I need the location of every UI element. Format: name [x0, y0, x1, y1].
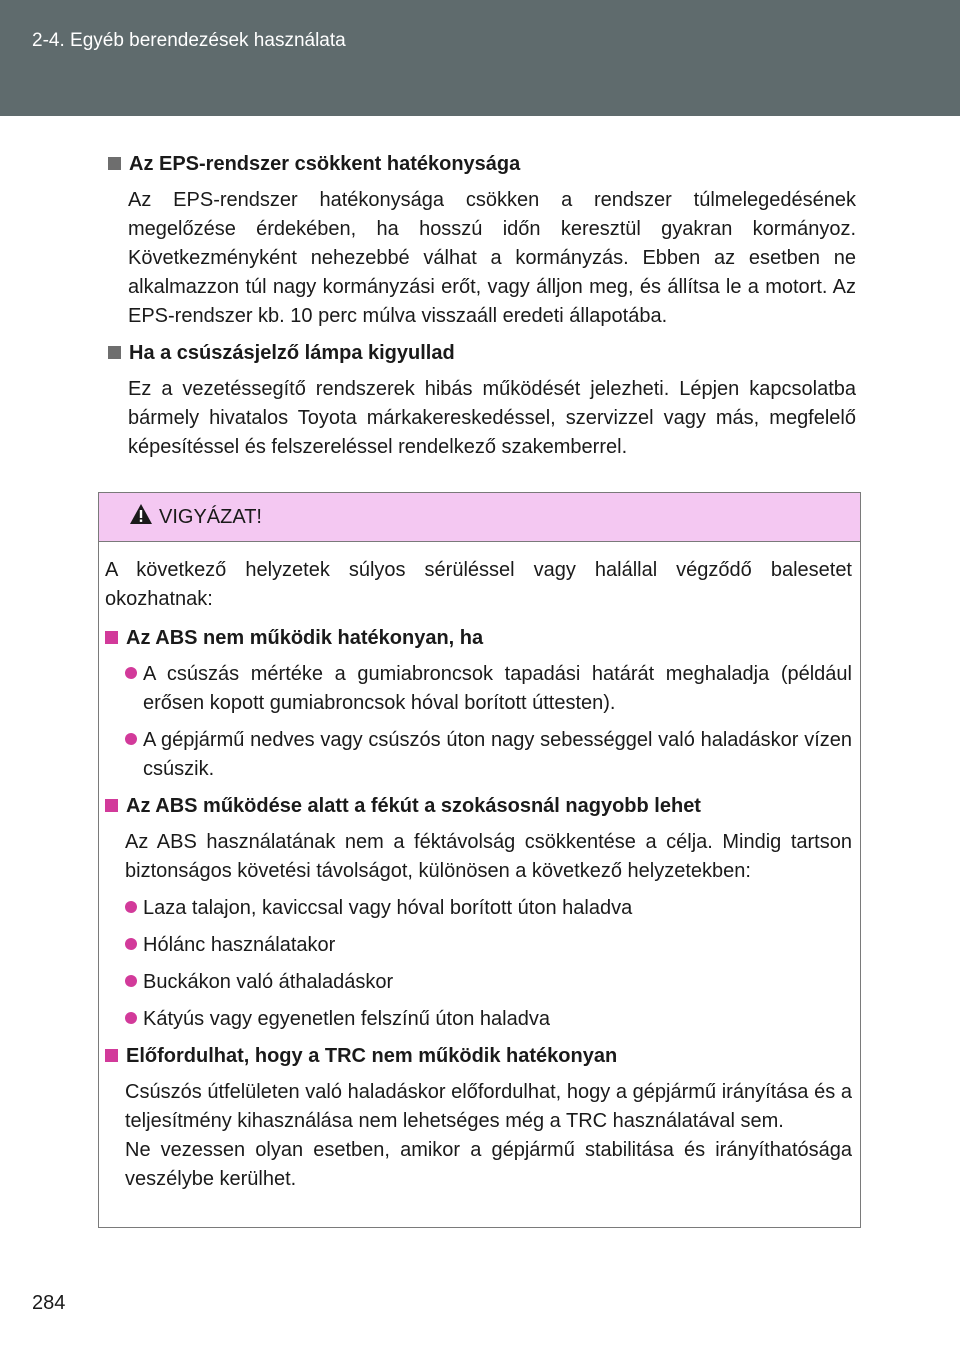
list-item: A gépjármű nedves vagy csúszós úton nagy sebességgel való haladáskor vízen csúszik. [125, 726, 852, 784]
list-item: Hólánc használatakor [125, 931, 852, 960]
bullet-dot-icon [125, 938, 137, 950]
bullet-dot-icon [125, 901, 137, 913]
warning-heading: Előfordulhat, hogy a TRC nem működik hatékonyan [105, 1042, 852, 1070]
paragraph: Ez a vezetéssegítő rendszerek hibás működését jelezheti. Lépjen kapcsolatba bármely hivatalos Toyota márkakereskedéssel, szervizzel vagy más, megfelelő képesítéssel és felszereléssel rendelkező szakemberrel. [128, 378, 856, 458]
paragraph: Csúszós útfelületen való haladáskor előfordulhat, hogy a gépjármű irányítása és a teljesítmény kihasználása nem lehetséges még a TRC használatával sem. Ne vezessen olyan esetben, amikor a gépjármű stabilitása és irányíthatósága veszélybe kerülhet. [125, 1081, 852, 1190]
list-item: Kátyús vagy egyenetlen felszínű úton haladva [125, 1005, 852, 1034]
section-heading: Ha a csúszásjelző lámpa kigyullad [108, 339, 856, 367]
warning-triangle-icon [129, 503, 153, 525]
warning-intro: A következő helyzetek súlyos sérüléssel vagy halállal végződő balesetet okozhatnak: [105, 559, 852, 610]
list-item: Buckákon való áthaladáskor [125, 968, 852, 997]
bullet-dot-icon [125, 733, 137, 745]
paragraph: Az ABS használatának nem a féktávolság csökkentése a célja. Mindig tartson biztonságos követési távolságot, különösen a következő helyzetekben: [125, 831, 852, 882]
warning-header [99, 493, 860, 542]
main-content [108, 150, 856, 470]
list-item: A csúszás mértéke a gumiabroncsok tapadási határát meghaladja (például erősen kopott gumiabroncsok hóval borított úttesten). [125, 660, 852, 718]
section-heading: Az EPS-rendszer csökkent hatékonysága [108, 150, 856, 178]
page-header [0, 0, 960, 116]
paragraph: Az EPS-rendszer hatékonysága csökken a rendszer túlmelegedésének megelőzése érdekében, ha hosszú időn keresztül gyakran kormányoz. Következményként nehezebbé válhat a kormányzás. Ebben az esetben ne alkalmazzon túl nagy kormányzási erőt, vagy álljon meg, és állítsa le a motort. Az EPS-rendszer kb. 10 perc múlva visszaáll eredeti állapotába. [128, 189, 856, 327]
warning-body [99, 542, 860, 1194]
square-bullet-icon [105, 631, 118, 644]
bullet-dot-icon [125, 975, 137, 987]
warning-heading: Az ABS nem működik hatékonyan, ha [105, 624, 852, 652]
square-bullet-icon [108, 346, 121, 359]
bullet-dot-icon [125, 667, 137, 679]
section-title: 2-4. Egyéb berendezések használata [32, 30, 346, 51]
warning-heading: Az ABS működése alatt a fékút a szokásosnál nagyobb lehet [105, 792, 852, 820]
bullet-dot-icon [125, 1012, 137, 1024]
page-number: 284 [32, 1292, 66, 1314]
square-bullet-icon [105, 1049, 118, 1062]
list-item: Laza talajon, kaviccsal vagy hóval borított úton haladva [125, 894, 852, 923]
square-bullet-icon [108, 157, 121, 170]
square-bullet-icon [105, 799, 118, 812]
warning-title: VIGYÁZAT! [159, 506, 262, 528]
warning-box [98, 492, 861, 1228]
